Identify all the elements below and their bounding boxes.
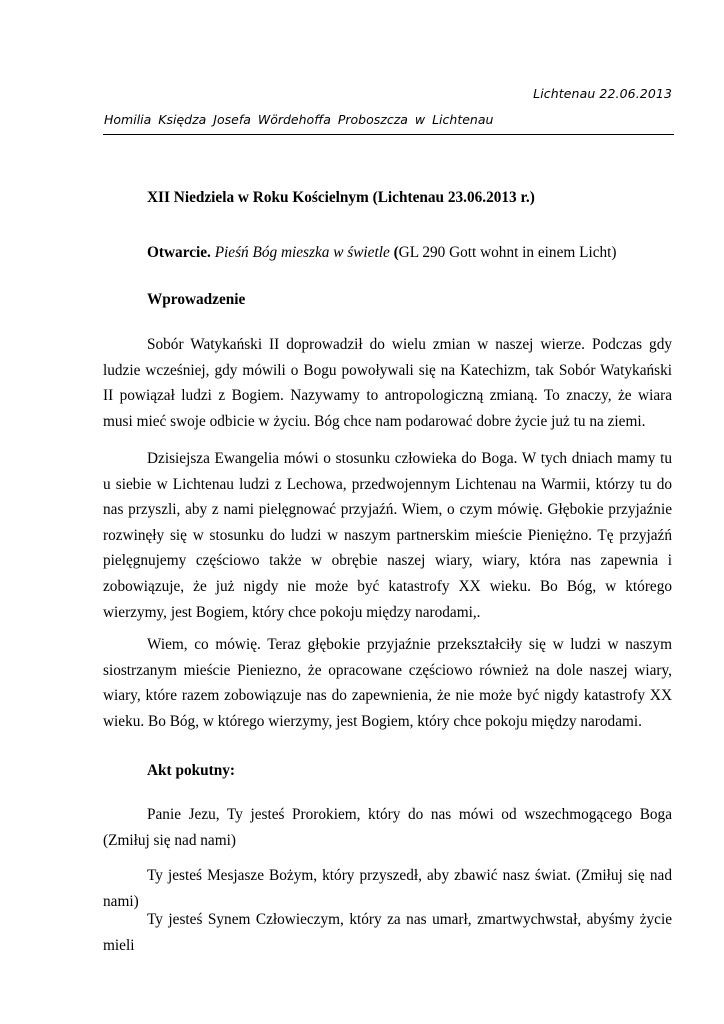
intro-heading [103,287,672,313]
paragraph-1 [103,332,672,434]
header-date: Lichtenau 22.06.2013 [533,86,672,101]
paragraph-text: Dzisiejsza Ewangelia mówi o stosunku człowieka do Boga. W tych dniach mamy tu u siebie w Lichtenau ludzi z Lechowa, przedwojennym Lichtenau na Warmii, którzy tu do nas przyszli, aby z nami pielęgnować przyjaźń. Wiem, o czym mówię. Głębokie przyjaźnie rozwinęły się w stosunku do ludzi w naszym partnerskim mieście Pieniężno. Tę przyjaźń pielęgnujemy częściowo także w obrębie naszej wiary, wiary, która nas zapewnia i zobowiązuje, że już nigdy nie może być katastrofy XX wieku. Bo Bóg, w którego wierzymy, jest Bogiem, który chce pokoju między narodami,. [103,450,672,621]
opening-hymn: Pieśń Bóg mieszka w świetle [214,244,390,261]
opening-line [103,240,672,266]
paragraph-3 [103,632,672,734]
header-divider [103,134,674,135]
header-title: Homilia Księdza Josefa Wördehoffa Proboszcza w Lichtenau [104,112,494,127]
paragraph-2 [103,446,672,625]
sermon-title-text: XII Niedziela w Roku Kościelnym (Lichtenau 23.06.2013 r.) [147,189,535,206]
penitential-1 [103,802,672,853]
penitential-text: Panie Jezu, Ty jesteś Prorokiem, który do nas mówi od wszechmogącego Boga (Zmiłuj się nad nami) [103,806,672,849]
opening-label: Otwarcie. [147,244,211,261]
penitential-heading-text: Akt pokutny: [147,762,235,779]
opening-ref: GL 290 Gott wohnt in einem Licht) [398,244,617,261]
penitential-heading [103,758,672,784]
penitential-3 [103,907,672,958]
intro-heading-text: Wprowadzenie [147,291,246,308]
paragraph-text: Sobór Watykański II doprowadził do wielu zmian w naszej wierze. Podczas gdy ludzie wcześniej, gdy mówili o Bogu powoływali się na Katechizm, tak Sobór Watykański II powiązał ludzi z Bogiem. Nazywamy to antropologiczną zmianą. To znaczy, że wiara musi mieć swoje odbicie w życiu. Bóg chce nam podarować dobre życie już tu na ziemi. [103,336,672,430]
opening-paren: ( [393,244,399,261]
sermon-title [103,185,672,211]
penitential-text: Ty jesteś Synem Człowieczym, który za nas umarł, zmartwychwstał, abyśmy życie mieli [103,911,672,954]
penitential-text: Ty jesteś Mesjasze Bożym, który przyszedł, aby zbawić nasz świat. (Zmiłuj się nad nami) [103,867,672,910]
paragraph-text: Wiem, co mówię. Teraz głębokie przyjaźnie przekształciły się w ludzi w naszym siostrzanym mieście Pieniezno, że opracowane częściowo również na dole naszej wiary, wiary, które razem zobowiązuje nas do zapewnienia, że nie może być nigdy katastrofy XX wieku. Bo Bóg, w którego wierzymy, jest Bogiem, który chce pokoju między narodami. [103,636,672,730]
